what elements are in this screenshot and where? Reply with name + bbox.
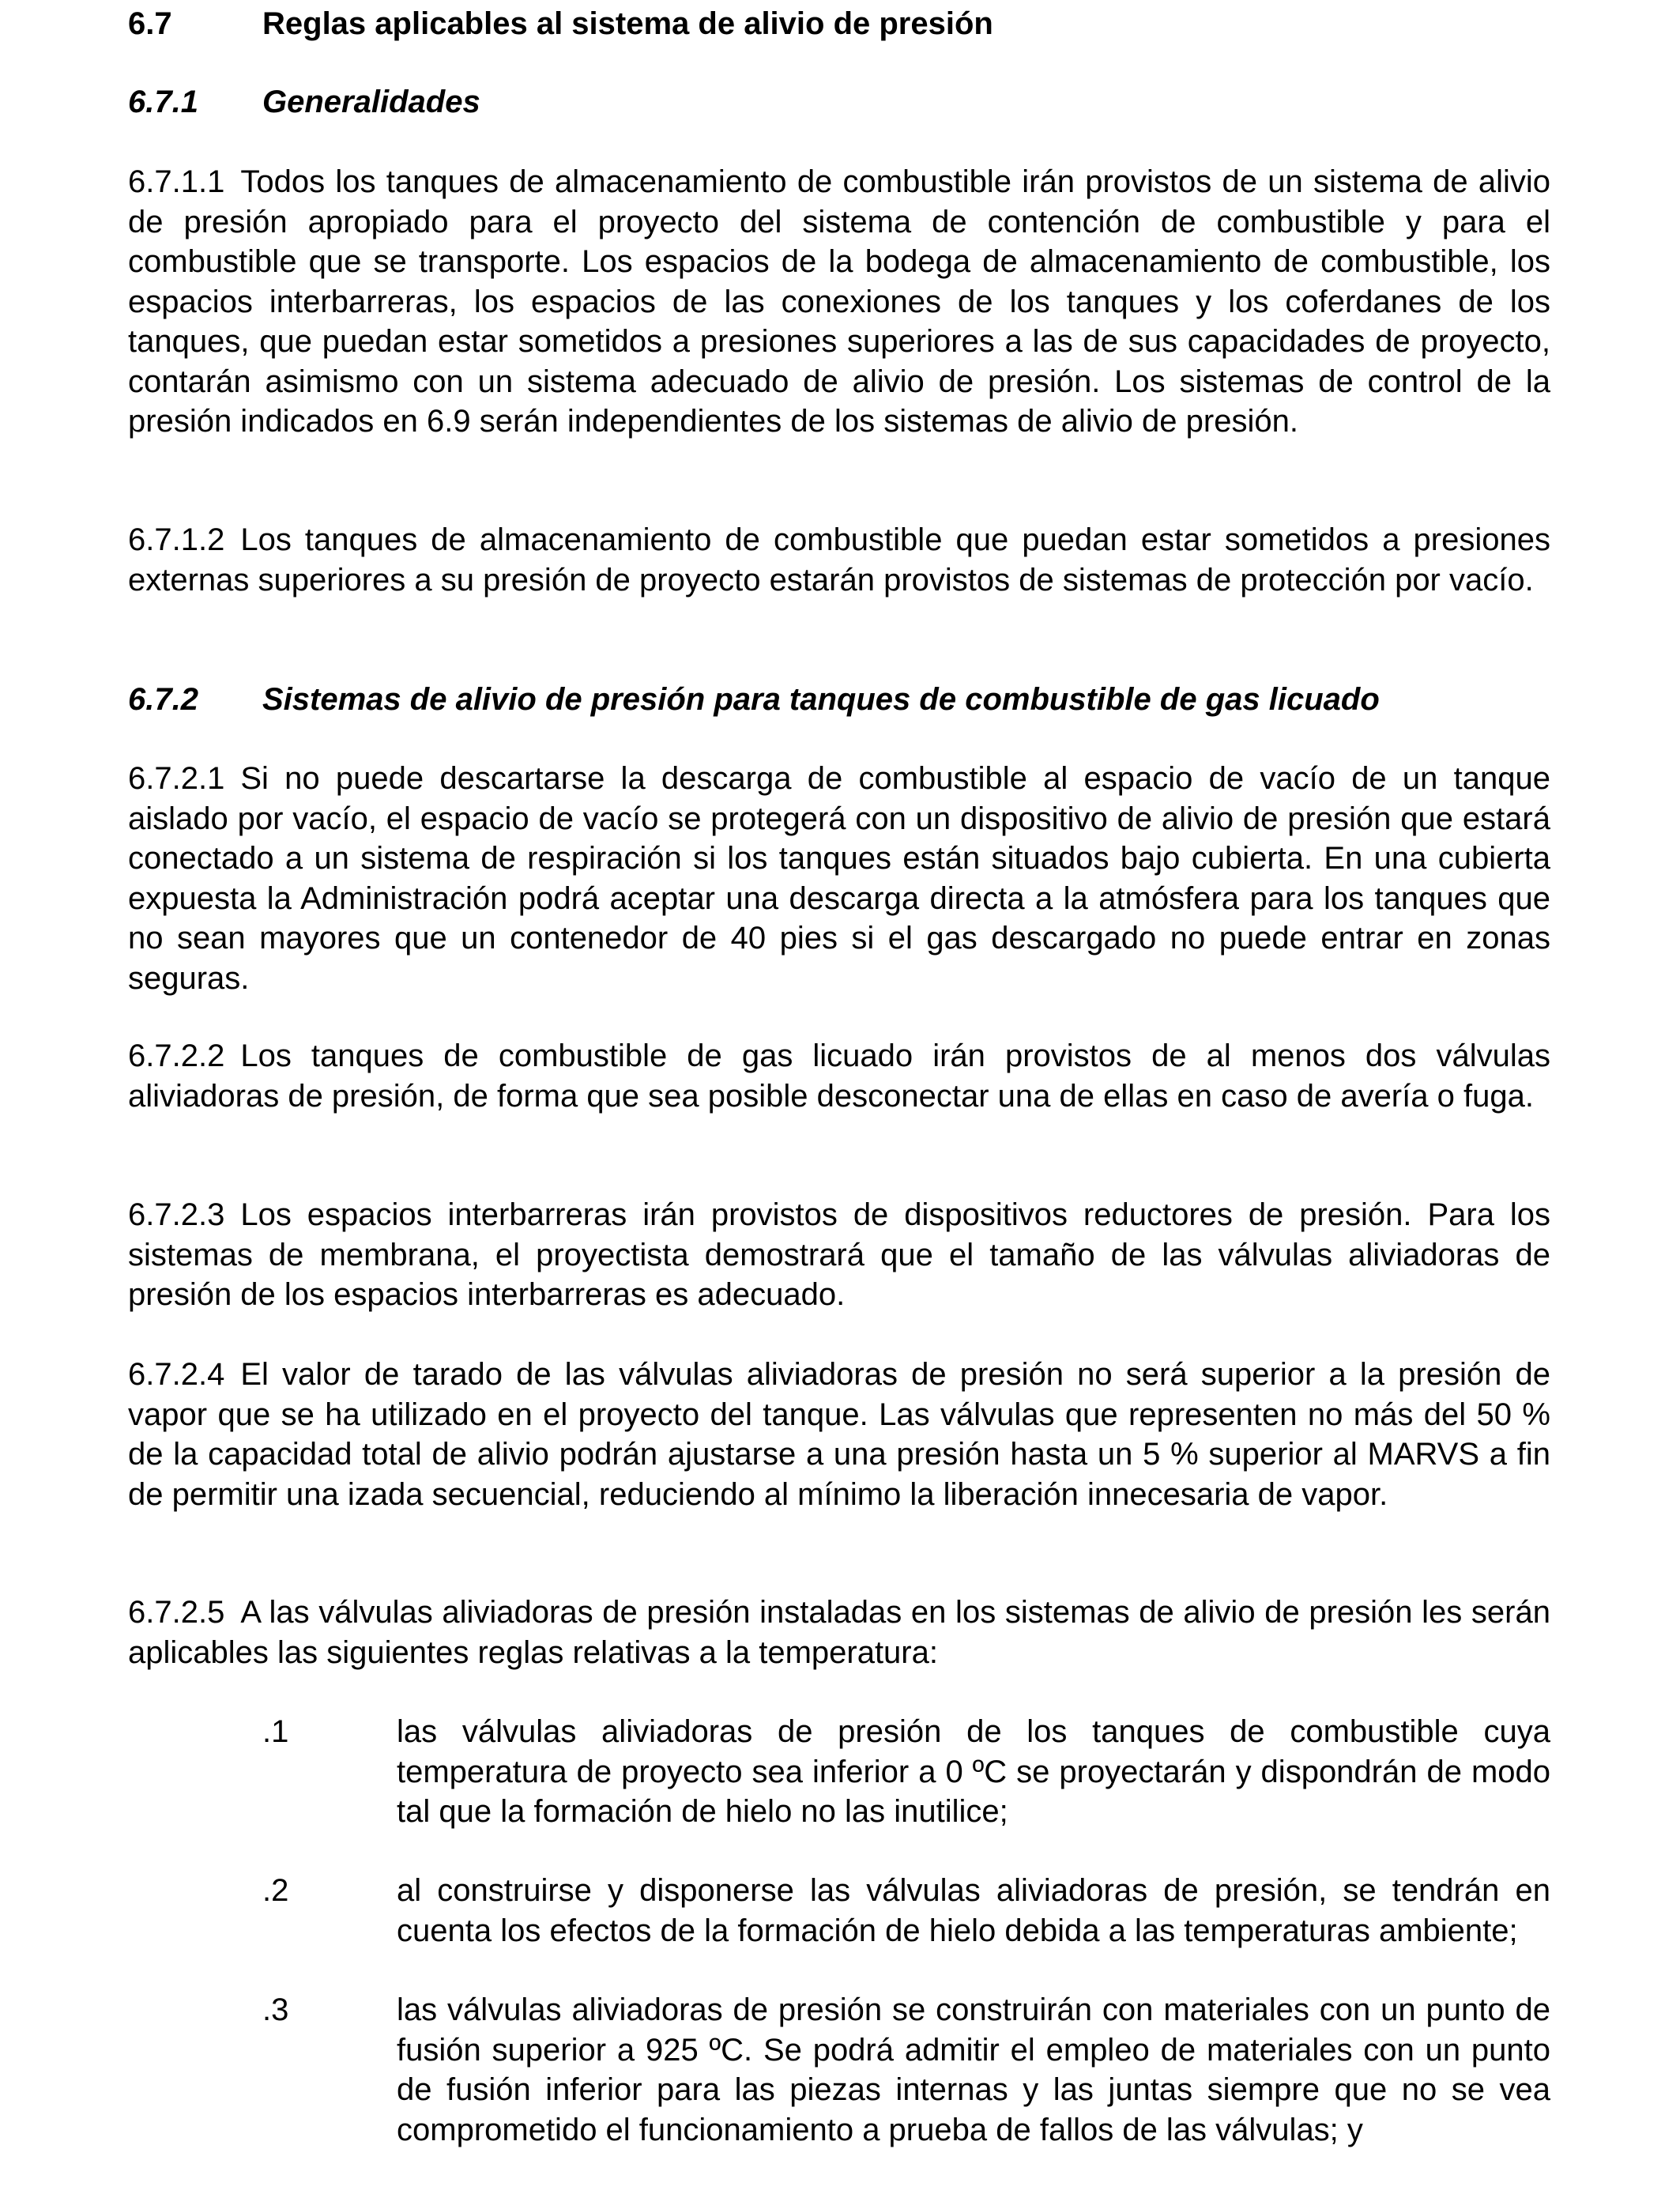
section-heading-6-7-1 — [128, 82, 1590, 122]
paragraph-6-7-2-3 — [128, 1195, 1550, 1315]
paragraph-text: El valor de tarado de las válvulas aliviadoras de presión no será superior a la presión de vapor que se ha utilizado en el proyecto del tanque. Las válvulas que representen no más del 50 % de la capacidad total de alivio podrán ajustarse a una presión hasta un 5 % superior al MARVS a fin de permitir una izada secuencial, reduciendo al mínimo la liberación innecesaria de vapor. — [128, 1357, 1550, 1512]
subitem-2 — [262, 1871, 1550, 1951]
subitem-number: .2 — [262, 1873, 289, 1908]
paragraph-number: 6.7.2.1 — [128, 761, 225, 796]
paragraph-number: 6.7.2.5 — [128, 1595, 225, 1630]
paragraph-number: 6.7.1.1 — [128, 164, 225, 199]
section-number: 6.7 — [128, 6, 172, 41]
subitem-1 — [262, 1712, 1550, 1832]
paragraph-6-7-1-2 — [128, 520, 1550, 600]
paragraph-text: Si no puede descartarse la descarga de combustible al espacio de vacío de un tanque aislado por vacío, el espacio de vacío se protegerá con un dispositivo de alivio de presión que estará conectado a un sistema de respiración si los tanques están situados bajo cubierta. En una cubierta expuesta la Administración podrá aceptar una descarga directa a la atmósfera para los tanques que no sean mayores que un contenedor de 40 pies si el gas descargado no puede entrar en zonas seguras. — [128, 761, 1550, 996]
paragraph-text: Los tanques de combustible de gas licuado irán provistos de al menos dos válvulas aliviadoras de presión, de forma que sea posible desconectar una de ellas en caso de avería o fuga. — [128, 1039, 1550, 1114]
paragraph-number: 6.7.2.3 — [128, 1197, 225, 1232]
paragraph-text: Todos los tanques de almacenamiento de combustible irán provistos de un sistema de alivio de presión apropiado para el proyecto del sistema de contención de combustible y para el combustible que se transporte. Los espacios de la bodega de almacenamiento de combustible, los espacios interbarreras, los espacios de las conexiones de los tanques y los coferdanes de los tanques, que puedan estar sometidos a presiones superiores a las de sus capacidades de proyecto, contarán asimismo con un sistema adecuado de alivio de presión. Los sistemas de control de la presión indicados en 6.9 serán independientes de los sistemas de alivio de presión. — [128, 164, 1550, 439]
subitem-number: .3 — [262, 1992, 289, 2027]
paragraph-number: 6.7.1.2 — [128, 522, 225, 557]
section-heading-6-7-2 — [128, 680, 1590, 719]
subitem-text: las válvulas aliviadoras de presión de los tanques de combustible cuya temperatura de proyecto sea inferior a 0 ºC se proyectarán y dispondrán de modo tal que la formación de hielo no las inutilice; — [397, 1714, 1550, 1829]
subitem-number: .1 — [262, 1714, 289, 1749]
paragraph-6-7-2-4 — [128, 1355, 1550, 1514]
subitem-text: las válvulas aliviadoras de presión se construirán con materiales con un punto de fusión superior a 925 ºC. Se podrá admitir el empleo de materiales con un punto de fusión inferior para las piezas internas y las juntas siempre que no se vea comprometido el funcionamiento a prueba de fallos de las válvulas; y — [397, 1992, 1550, 2147]
subitem-text: al construirse y disponerse las válvulas aliviadoras de presión, se tendrán en cuenta los efectos de la formación de hielo debida a las temperaturas ambiente; — [397, 1873, 1550, 1948]
section-title: Sistemas de alivio de presión para tanques de combustible de gas licuado — [262, 682, 1380, 717]
paragraph-text: A las válvulas aliviadoras de presión instaladas en los sistemas de alivio de presión les serán aplicables las siguientes reglas relativas a la temperatura: — [128, 1595, 1550, 1670]
section-number: 6.7.2 — [128, 682, 198, 717]
paragraph-6-7-1-1 — [128, 162, 1550, 442]
section-heading-6-7 — [128, 4, 1590, 43]
subitem-3 — [262, 1990, 1550, 2150]
section-number: 6.7.1 — [128, 85, 198, 119]
paragraph-6-7-2-2 — [128, 1036, 1550, 1116]
section-title: Reglas aplicables al sistema de alivio de presión — [262, 6, 993, 41]
paragraph-6-7-2-1 — [128, 759, 1550, 998]
paragraph-number: 6.7.2.2 — [128, 1039, 225, 1073]
paragraph-6-7-2-5 — [128, 1593, 1550, 1672]
paragraph-text: Los tanques de almacenamiento de combustible que puedan estar sometidos a presiones externas superiores a su presión de proyecto estarán provistos de sistemas de protección por vacío. — [128, 522, 1550, 598]
paragraph-text: Los espacios interbarreras irán provistos de dispositivos reductores de presión. Para los sistemas de membrana, el proyectista demostrará que el tamaño de las válvulas aliviadoras de presión de los espacios interbarreras es adecuado. — [128, 1197, 1550, 1312]
section-title: Generalidades — [262, 85, 480, 119]
paragraph-number: 6.7.2.4 — [128, 1357, 225, 1392]
